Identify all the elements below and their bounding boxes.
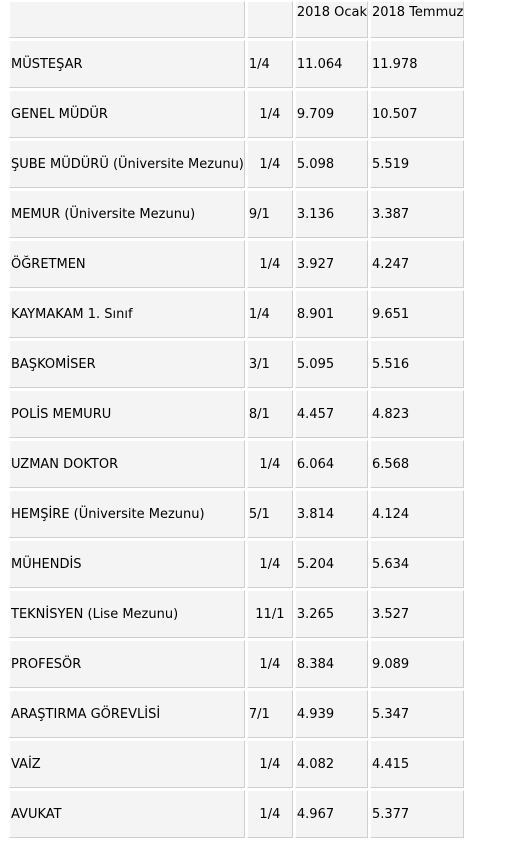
cell-jul-2018: 3.387 xyxy=(370,190,464,238)
cell-ratio: 3/1 xyxy=(247,340,293,388)
table-row xyxy=(9,740,464,788)
cell-jul-2018: 10.507 xyxy=(370,90,464,138)
table-row xyxy=(9,40,464,88)
cell-ratio: 5/1 xyxy=(247,490,293,538)
header-cell-ratio xyxy=(247,1,293,38)
cell-title: UZMAN DOKTOR xyxy=(9,440,245,488)
cell-title: KAYMAKAM 1. Sınıf xyxy=(9,290,245,338)
cell-jul-2018: 5.347 xyxy=(370,690,464,738)
table-row xyxy=(9,90,464,138)
cell-ratio: 1/4 xyxy=(247,240,293,288)
cell-title: POLİS MEMURU xyxy=(9,390,245,438)
cell-ratio: 1/4 xyxy=(247,790,293,838)
cell-jul-2018: 11.978 xyxy=(370,40,464,88)
cell-ratio: 1/4 xyxy=(247,140,293,188)
cell-jul-2018: 3.527 xyxy=(370,590,464,638)
salary-table xyxy=(7,0,466,840)
table-row xyxy=(9,540,464,588)
cell-jul-2018: 6.568 xyxy=(370,440,464,488)
cell-jan-2018: 5.204 xyxy=(295,540,368,588)
table-row xyxy=(9,490,464,538)
cell-ratio: 1/4 xyxy=(247,740,293,788)
cell-title: ARAŞTIRMA GÖREVLİSİ xyxy=(9,690,245,738)
table-row xyxy=(9,290,464,338)
cell-jan-2018: 4.082 xyxy=(295,740,368,788)
cell-jan-2018: 4.457 xyxy=(295,390,368,438)
table-row xyxy=(9,640,464,688)
cell-jan-2018: 3.814 xyxy=(295,490,368,538)
cell-jul-2018: 5.519 xyxy=(370,140,464,188)
cell-ratio: 1/4 xyxy=(247,440,293,488)
cell-jan-2018: 11.064 xyxy=(295,40,368,88)
table-row xyxy=(9,340,464,388)
header-cell-title xyxy=(9,1,245,38)
cell-jan-2018: 5.095 xyxy=(295,340,368,388)
cell-jul-2018: 5.634 xyxy=(370,540,464,588)
cell-ratio: 1/4 xyxy=(247,290,293,338)
cell-title: ÖĞRETMEN xyxy=(9,240,245,288)
table-row xyxy=(9,190,464,238)
cell-title: AVUKAT xyxy=(9,790,245,838)
cell-title: BAŞKOMİSER xyxy=(9,340,245,388)
table-row xyxy=(9,590,464,638)
cell-jul-2018: 9.089 xyxy=(370,640,464,688)
cell-title: PROFESÖR xyxy=(9,640,245,688)
cell-title: ŞUBE MÜDÜRÜ (Üniversite Mezunu) xyxy=(9,140,245,188)
cell-jan-2018: 3.136 xyxy=(295,190,368,238)
cell-title: MÜHENDİS xyxy=(9,540,245,588)
cell-ratio: 7/1 xyxy=(247,690,293,738)
table-row xyxy=(9,690,464,738)
cell-jul-2018: 5.377 xyxy=(370,790,464,838)
header-cell-jul-2018: 2018 Temmuz xyxy=(370,1,464,38)
cell-ratio: 11/1 xyxy=(247,590,293,638)
header-cell-jan-2018: 2018 Ocak xyxy=(295,1,368,38)
cell-ratio: 1/4 xyxy=(247,640,293,688)
cell-jan-2018: 8.901 xyxy=(295,290,368,338)
cell-jan-2018: 3.927 xyxy=(295,240,368,288)
cell-jan-2018: 3.265 xyxy=(295,590,368,638)
cell-jul-2018: 5.516 xyxy=(370,340,464,388)
cell-jan-2018: 9.709 xyxy=(295,90,368,138)
cell-jul-2018: 4.415 xyxy=(370,740,464,788)
cell-jan-2018: 4.967 xyxy=(295,790,368,838)
table-row xyxy=(9,240,464,288)
cell-title: VAİZ xyxy=(9,740,245,788)
table-row xyxy=(9,390,464,438)
cell-jan-2018: 4.939 xyxy=(295,690,368,738)
cell-jan-2018: 6.064 xyxy=(295,440,368,488)
table-row xyxy=(9,440,464,488)
cell-jan-2018: 5.098 xyxy=(295,140,368,188)
cell-jul-2018: 4.247 xyxy=(370,240,464,288)
cell-title: HEMŞİRE (Üniversite Mezunu) xyxy=(9,490,245,538)
table-row xyxy=(9,140,464,188)
cell-ratio: 1/4 xyxy=(247,40,293,88)
cell-title: MÜSTEŞAR xyxy=(9,40,245,88)
table-header-row xyxy=(9,1,464,38)
cell-ratio: 1/4 xyxy=(247,540,293,588)
cell-title: GENEL MÜDÜR xyxy=(9,90,245,138)
cell-title: MEMUR (Üniversite Mezunu) xyxy=(9,190,245,238)
cell-jul-2018: 9.651 xyxy=(370,290,464,338)
cell-ratio: 1/4 xyxy=(247,90,293,138)
cell-title: TEKNİSYEN (Lise Mezunu) xyxy=(9,590,245,638)
salary-table-body xyxy=(9,1,464,838)
cell-jul-2018: 4.124 xyxy=(370,490,464,538)
cell-jan-2018: 8.384 xyxy=(295,640,368,688)
cell-ratio: 9/1 xyxy=(247,190,293,238)
cell-jul-2018: 4.823 xyxy=(370,390,464,438)
table-row xyxy=(9,790,464,838)
cell-ratio: 8/1 xyxy=(247,390,293,438)
